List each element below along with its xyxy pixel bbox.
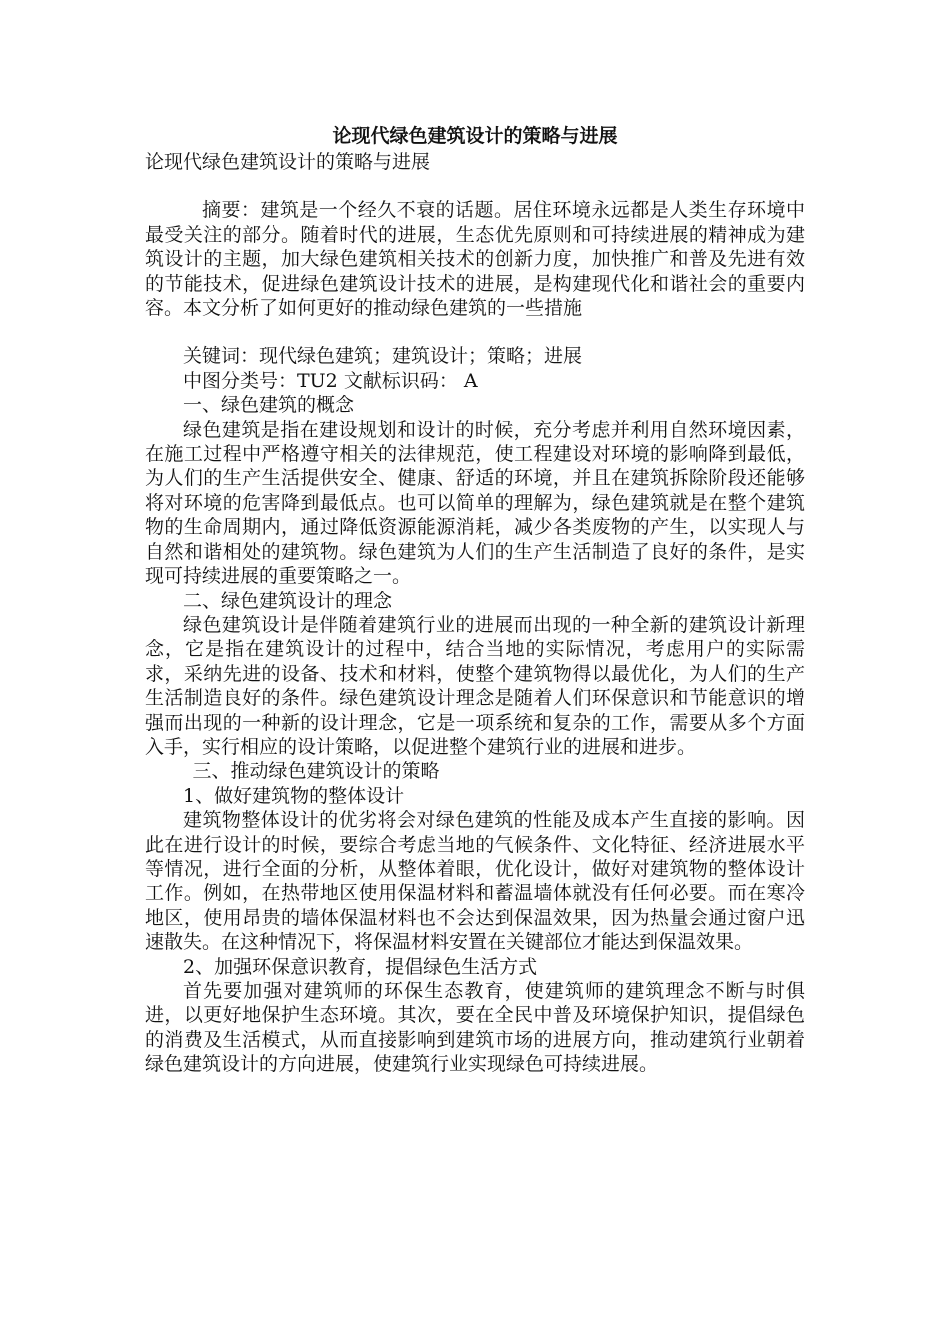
keywords-line: 关键词：现代绿色建筑；建筑设计；策略；进展	[183, 345, 583, 368]
document-subtitle: 论现代绿色建筑设计的策略与进展	[145, 151, 431, 173]
subsection-body-1: 建筑物整体设计的优劣将会对绿色建筑的性能及成本产生直接的影响。因此在进行设计的时候，要综合考虑当地的气候条件、文化特征、经济进展水平等情况，进行全面的分析，从整体着眼，优化设计，做好对建筑物的整体设计工作。例如，在热带地区使用保温材料和蓄温墙体就没有任何必要。而在寒冷地区，使用昂贵的墙体保温材料也不会达到保温效果，因为热量会通过窗户迅速散失。在这种情况下，将保温材料安置在关键部位才能达到保温效果。	[145, 809, 805, 954]
section-heading-2: 二、绿色建筑设计的理念	[183, 589, 393, 612]
section-body-1: 绿色建筑是指在建设规划和设计的时候，充分考虑并利用自然环境因素，在施工过程中严格遵守相关的法律规范，使工程建设对环境的影响降到最低，为人们的生产生活提供安全、健康、舒适的环境，并且在建筑拆除阶段还能够将对环境的危害降到最低点。也可以简单的理解为，绿色建筑就是在整个建筑物的生命周期内，通过降低资源能源消耗，减少各类废物的产生，以实现人与自然和谐相处的建筑物。绿色建筑为人们的生产生活制造了良好的条件，是实现可持续进展的重要策略之一。	[145, 418, 805, 588]
subsection-heading-2: 2、加强环保意识教育，提倡绿色生活方式	[183, 955, 538, 978]
section-body-2: 绿色建筑设计是伴随着建筑行业的进展而出现的一种全新的建筑设计新理念，它是指在建筑设计的过程中，结合当地的实际情况，考虑用户的实际需求，采纳先进的设备、技术和材料，使整个建筑物得以最优化，为人们的生产生活制造良好的条件。绿色建筑设计理念是随着人们环保意识和节能意识的增强而出现的一种新的设计理念，它是一项系统和复杂的工作，需要从多个方面入手，实行相应的设计策略，以促进整个建筑行业的进展和进步。	[145, 613, 805, 758]
spacer	[145, 320, 805, 344]
document-title: 论现代绿色建筑设计的策略与进展	[332, 125, 618, 147]
abstract-paragraph: 摘要：建筑是一个经久不衰的话题。居住环境永远都是人类生存环境中最受关注的部分。随着时代的进展，生态优先原则和可持续进展的精神成为建筑设计的主题，加大绿色建筑相关技术的创新力度，加快推广和普及先进有效的节能技术，促进绿色建筑设计技术的进展，是构建现代化和谐社会的重要内容。本文分析了如何更好的推动绿色建筑的一些措施	[145, 199, 805, 320]
classification-line: 中图分类号：TU2 文献标识码： A	[183, 369, 478, 392]
document-page	[145, 122, 805, 1077]
section-heading-3: 三、推动绿色建筑设计的策略	[192, 760, 440, 783]
subsection-body-2: 首先要加强对建筑师的环保生态教育，使建筑师的建筑理念不断与时俱进，以更好地保护生态环境。其次，要在全民中普及环境保护知识，提倡绿色的消费及生活模式，从而直接影响到建筑市场的进展方向，推动建筑行业朝着绿色建筑设计的方向进展，使建筑行业实现绿色可持续进展。	[145, 980, 805, 1076]
subsection-heading-1: 1、做好建筑物的整体设计	[183, 784, 405, 807]
spacer	[145, 174, 805, 198]
section-heading-1: 一、绿色建筑的概念	[183, 394, 355, 417]
